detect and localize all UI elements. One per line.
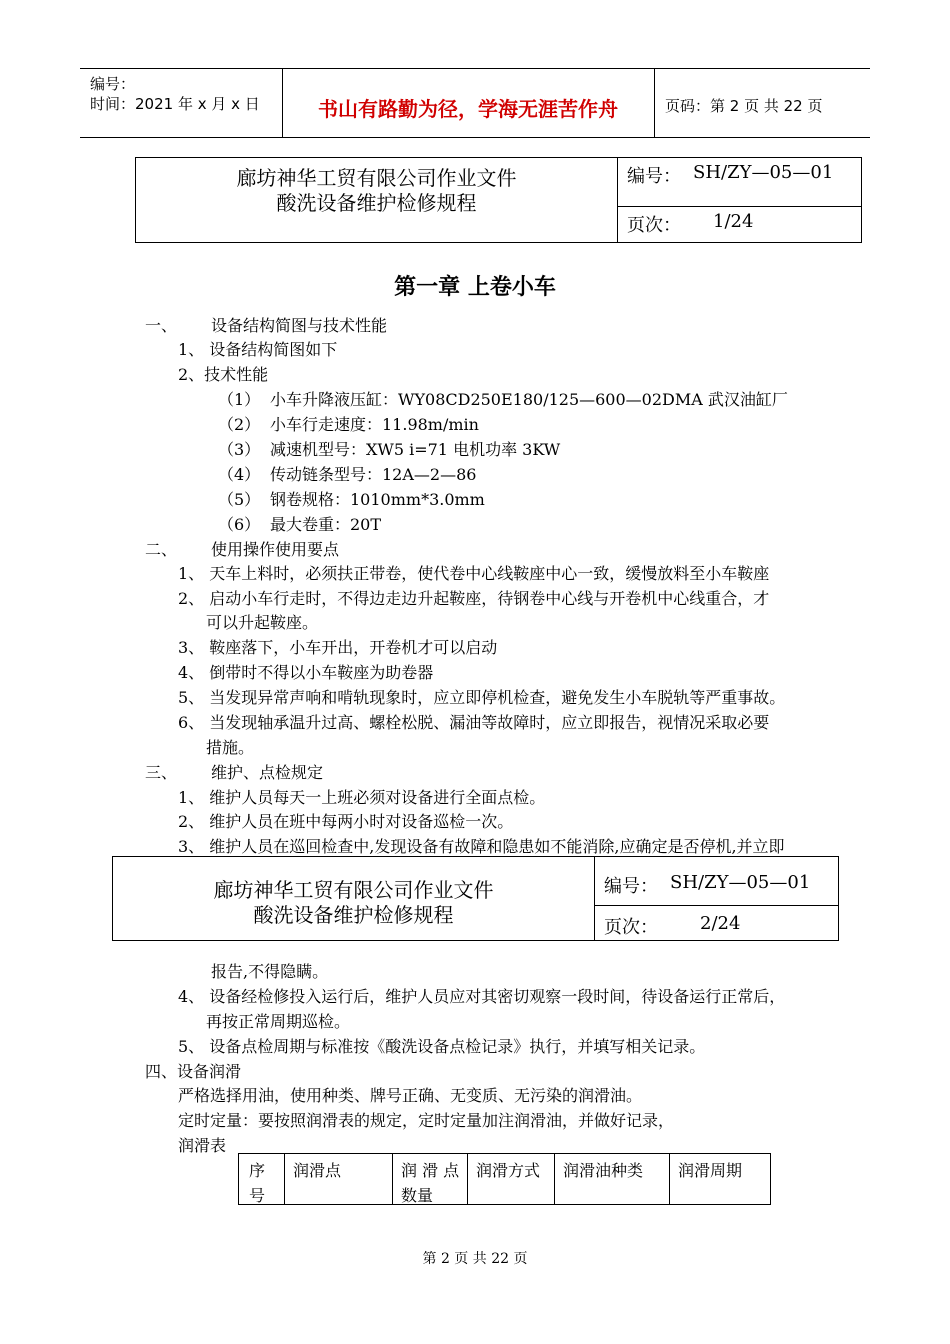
code-value: SH/ZY—05—01 [693, 162, 834, 183]
spec-text: 钢卷规格：1010mm*3.0mm [270, 490, 485, 509]
top-header-bar [80, 68, 870, 138]
spec-text: 最大卷重：20T [270, 515, 382, 534]
spec-text: 小车行走速度：11.98m/min [270, 415, 479, 434]
top-page-label: 页码：第 2 页 共 22 页 [665, 97, 823, 115]
list-item: 1、 天车上料时，必须扶正带卷，使代卷中心线鞍座中心一致，缓慢放料至小车鞍座 [178, 564, 770, 583]
table-header-cell: 润滑方式 [468, 1154, 555, 1204]
spec-number: （5） [218, 490, 261, 509]
top-header-divider [654, 69, 655, 137]
company-name: 廊坊神华工贸有限公司作业文件 [213, 878, 494, 902]
list-item: 6、 当发现轴承温升过高、螺栓松脱、漏油等故障时，应立即报告，视情况采取必要 [178, 713, 770, 732]
table-header-cell: 序号 [239, 1154, 285, 1204]
page-value: 1/24 [713, 211, 754, 232]
document-title: 酸洗设备维护检修规程 [276, 191, 477, 215]
list-item: 3、 鞍座落下，小车开出，开卷机才可以启动 [178, 638, 498, 657]
top-motto: 书山有路勤为径，学海无涯苦作舟 [318, 97, 618, 121]
list-item: 1、 设备结构简图如下 [178, 340, 338, 359]
list-item: 2、技术性能 [178, 365, 269, 384]
top-time-label: 时间：2021 年 x 月 x 日 [90, 95, 260, 113]
table-header-cell: 润 滑 点数量 [393, 1154, 468, 1204]
table-caption: 润滑表 [178, 1136, 227, 1155]
paragraph: 严格选择用油，使用种类、牌号正确、无变质、无污染的润滑油。 [178, 1086, 643, 1105]
list-item-continuation: 报告,不得隐瞒。 [211, 962, 329, 981]
spec-text: 减速机型号：XW5 i=71 电机功率 3KW [270, 440, 561, 459]
spec-number: （4） [218, 465, 261, 484]
header-divider [617, 158, 618, 242]
chapter-title: 第一章 上卷小车 [394, 274, 556, 300]
list-item: 5、 当发现异常声响和啃轨现象时，应立即停机检查，避免发生小车脱轨等严重事故。 [178, 688, 786, 707]
section-number: 一、 [145, 316, 178, 335]
code-value: SH/ZY—05—01 [670, 872, 811, 893]
top-number-label: 编号： [90, 75, 136, 93]
lubrication-table [238, 1153, 771, 1205]
list-item-continuation: 再按正常周期巡检。 [206, 1012, 351, 1031]
list-item: 2、 维护人员在班中每两小时对设备巡检一次。 [178, 812, 514, 831]
section-heading: 设备结构简图与技术性能 [211, 316, 388, 335]
spec-number: （1） [218, 390, 261, 409]
paragraph: 定时定量：要按照润滑表的规定，定时定量加注润滑油，并做好记录， [178, 1111, 675, 1130]
list-item: 2、 启动小车行走时，不得边走边升起鞍座，待钢卷中心线与开卷机中心线重合，才 [178, 589, 770, 608]
document-header [135, 157, 862, 243]
header-divider [617, 206, 861, 207]
list-item-continuation: 措施。 [206, 738, 255, 757]
section-heading: 使用操作使用要点 [211, 540, 340, 559]
spec-text: 传动链条型号：12A—2—86 [270, 465, 477, 484]
spec-number: （3） [218, 440, 261, 459]
list-item: 3、 维护人员在巡回检查中,发现设备有故障和隐患如不能消除,应确定是否停机,并立即 [178, 837, 785, 856]
code-label: 编号： [604, 876, 658, 897]
list-item: 1、 维护人员每天一上班必须对设备进行全面点检。 [178, 788, 546, 807]
list-item: 5、 设备点检周期与标准按《酸洗设备点检记录》执行，并填写相关记录。 [178, 1037, 706, 1056]
section-heading: 四、设备润滑 [145, 1062, 242, 1081]
page-label: 页次： [627, 215, 681, 236]
section-heading: 维护、点检规定 [211, 763, 324, 782]
table-header-cell: 润滑点 [285, 1154, 393, 1204]
company-name: 廊坊神华工贸有限公司作业文件 [236, 166, 517, 190]
document-header [112, 856, 839, 941]
code-label: 编号： [627, 166, 681, 187]
list-item: 4、 倒带时不得以小车鞍座为助卷器 [178, 663, 434, 682]
page-footer: 第 2 页 共 22 页 [422, 1251, 528, 1267]
spec-text: 小车升降液压缸：WY08CD250E180/125—600—02DMA 武汉油缸厂 [270, 390, 788, 409]
spec-number: （2） [218, 415, 261, 434]
table-header-cell: 润滑周期 [678, 1161, 743, 1180]
spec-number: （6） [218, 515, 261, 534]
section-number: 二、 [145, 540, 178, 559]
header-divider [594, 857, 595, 940]
page-label: 页次： [604, 917, 658, 938]
page-value: 2/24 [700, 913, 741, 934]
header-divider [594, 905, 838, 906]
section-number: 三、 [145, 763, 178, 782]
document-title: 酸洗设备维护检修规程 [253, 903, 454, 927]
table-header-cell: 润滑油种类 [555, 1154, 670, 1204]
list-item-continuation: 可以升起鞍座。 [206, 613, 319, 632]
list-item: 4、 设备经检修投入运行后，维护人员应对其密切观察一段时间，待设备运行正常后， [178, 987, 786, 1006]
